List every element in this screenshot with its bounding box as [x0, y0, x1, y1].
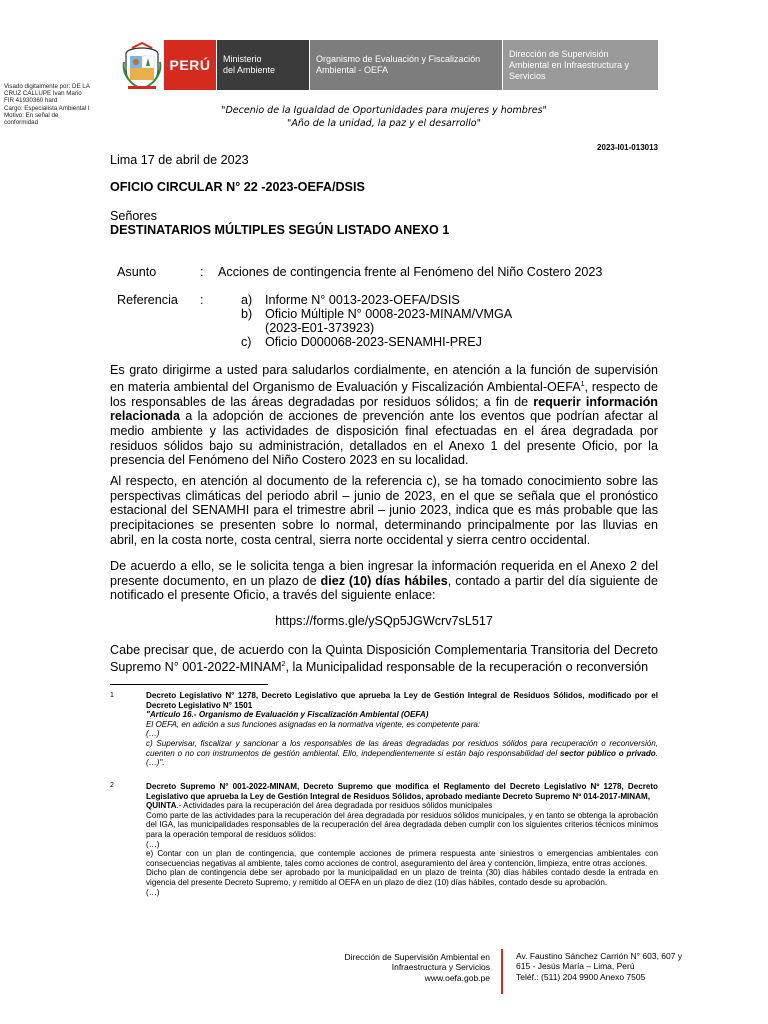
referencia-label: Referencia: [117, 293, 178, 307]
footnote-1-line: El OEFA, en adición a sus funciones asignadas en la normativa vigente, es competente para:: [146, 719, 481, 729]
referencia-separator: :: [200, 293, 204, 307]
direction-line-3: Servicios: [509, 70, 546, 81]
oefa-box: [310, 40, 502, 90]
paragraph-3-text: , contado a partir del día siguiente de notificado el presente Oficio, a través del siguiente enlace:: [110, 573, 658, 603]
oefa-line-1: Organismo de Evaluación y Fiscalización: [316, 54, 481, 64]
footnote-1-line: [146, 739, 658, 768]
signature-line: Cargo: Especialista Ambiental I: [4, 104, 90, 112]
footnote-2-quinta: [146, 801, 658, 811]
document-code: 2023-I01-013013: [597, 143, 658, 152]
referencia-item: Informe N° 0013-2023-OEFA/DSIS: [265, 293, 460, 307]
paragraph-2: Al respecto, en atención al documento de la referencia c), se ha tomado conocimiento sobre las perspectivas climáticas del periodo abril – junio de 2023, en el que se señala que el pronóstico estacional del SENAMHI para el trimestre abril – junio 2023, indica que es más probable que las precipitaciones se presenten sobre lo normal, determinando principalmente por las lluvias en abril, en la costa norte, costa central, sierra norte occidental y sierra centro occidental.: [110, 474, 658, 547]
footnote-2-text: e) Contar con un plan de contingencia, que contemple acciones de primera respuesta ante siniestros o emergencias ambientales con consecuencias negativas al ambiente, tales como acciones de control, aseguramiento del área y contención, limpieza, entre otras acciones.: [146, 849, 658, 868]
ministry-box: [217, 40, 309, 90]
ministry-line-2: del Ambiente: [223, 65, 276, 75]
footnote-2-ellipsis: (…): [146, 887, 160, 897]
footnote-2: [146, 782, 658, 897]
decenio-line-2: "Año de la unidad, la paz y el desarrollo": [287, 118, 481, 129]
footer-divider: [501, 949, 503, 994]
referencia-letter: c): [241, 335, 252, 349]
footnote-2-number: 2: [110, 782, 114, 789]
footnote-2-text: Dicho plan de contingencia debe ser aprobado por la municipalidad en un plazo de treinta (30) días hábiles contado desde la entrada en vigencia del presente Decreto Supremo, y remitido al OEFA en un plazo de diez (10) días hábiles, contado desde su aprobación.: [146, 868, 658, 887]
footnote-1-emphasis: sector público o privado: [560, 748, 656, 758]
footer-left-line: Dirección de Supervisión Ambiental en: [344, 952, 490, 962]
footnote-1-text: c) Supervisar, fiscalizar y sancionar a los responsables de las áreas degradadas por residuos sólidos para recuperación o reconversión, cuenten o no con instrumentos de gestión ambiental. Ello, independientemente si están bajo responsabilidad del: [146, 738, 658, 758]
paragraph-3-emphasis: diez (10) días hábiles: [320, 573, 448, 588]
referencia-letter: b): [241, 307, 253, 321]
paragraph-4: [110, 643, 658, 675]
paragraph-3: [110, 559, 658, 603]
paragraph-1: [110, 363, 658, 468]
oefa-line-2: Ambiental - OEFA: [316, 65, 389, 75]
footnote-1-article: "Artículo 16.- Organismo de Evaluación y Fiscalización Ambiental (OEFA): [146, 710, 429, 720]
footer-left: [290, 952, 490, 983]
salutation: Señores: [110, 209, 157, 223]
document-title: OFICIO CIRCULAR N° 22 -2023-OEFA/DSIS: [110, 180, 365, 194]
asunto-label: Asunto: [117, 265, 157, 279]
document-date: Lima 17 de abril de 2023: [110, 153, 249, 167]
paragraph-4-text: , la Municipalidad responsable de la recuperación o reconversión: [285, 659, 649, 674]
asunto-text: Acciones de contingencia frente al Fenómeno del Niño Costero 2023: [218, 265, 603, 279]
footnote-separator: [110, 684, 268, 685]
peru-coat-of-arms-logo: [122, 40, 162, 90]
footer-website-link[interactable]: www.oefa.gob.pe: [424, 972, 490, 983]
footnote-1-title: Decreto Legislativo N° 1278, Decreto Legislativo que aprueba la Ley de Gestión Integral de Residuos Sólidos, modificado por el Decreto Legislativo N° 1501: [146, 691, 658, 710]
footnote-1-text: . (…)".: [146, 748, 658, 768]
footnote-2-title: Decreto Supremo N° 001-2022-MINAM, Decreto Supremo que modifica el Reglamento del Decreto Legislativo Nº 1278, Decreto Legislativo que aprueba la Ley de Gestión Integral de Residuos Sólidos, aprobado mediante Decreto Supremo Nº 014-2017-MINAM,: [146, 782, 658, 801]
footer-right-line: 615 - Jesús María – Lima, Perú: [516, 961, 635, 972]
asunto-separator: :: [200, 265, 204, 279]
footnote-1-ellipsis: (…): [146, 729, 160, 739]
footer-right-line: Av. Faustino Sánchez Carrión N° 603, 607 y: [516, 951, 683, 961]
paragraph-4-text: Cabe precisar que, de acuerdo con la Quinta Disposición Complementaria Transitoria del Decreto Supremo N° 001-2022-MINAM: [110, 643, 658, 674]
signature-line: conformidad: [4, 119, 39, 127]
form-link[interactable]: https://forms.gle/ySQp5JGWcrv7sL517: [275, 614, 493, 628]
referencia-letter: a): [241, 293, 253, 307]
decenio-line-1: "Decenio de la Igualdad de Oportunidades para mujeres y hombres": [221, 105, 547, 116]
referencia-item: Oficio D000068-2023-SENAMHI-PREJ: [265, 335, 482, 349]
ministry-line-1: Ministerio: [223, 54, 262, 64]
footnote-1: [146, 691, 658, 768]
direction-box: [503, 40, 658, 90]
referencia-item: (2023-E01-373923): [265, 321, 375, 335]
footer-right-line: Teléf.: (511) 204 9900 Anexo 7505: [516, 971, 646, 982]
footnote-ref-1: 1: [580, 380, 585, 388]
footnote-2-quinta-label: QUINTA: [146, 801, 177, 811]
signature-line: CRUZ CALLUPE Ivan Mario: [4, 90, 82, 98]
paragraph-1-text: Es grato dirigirme a usted para saludarlos cordialmente, en atención a la función de supervisión en materia ambiental del Organismo de Evaluación y Fiscalización Ambiental-OEFA: [110, 363, 658, 394]
paragraph-1-emphasis: requerir información relacionada: [110, 394, 658, 424]
referencia-item: Oficio Múltiple N° 0008-2023-MINAM/VMGA: [265, 307, 513, 321]
signature-line: Motivo: En señal de: [4, 111, 59, 119]
peru-brand-label: PERÚ: [164, 40, 216, 90]
paragraph-1-text: a la adopción de acciones de prevención ante los eventos que podrían afectar al medio ambiente y las actividades de disposición final efectuadas en el área degradada por residuos sólidos bajo su administración, detallados en el Anexo 1 del presente Oficio, por la presencia del Fenómeno del Niño Costero 2023 en su localidad.: [110, 409, 658, 468]
footnote-2-quinta-text: .- Actividades para la recuperación del área degradada por residuos sólidos municipales: [176, 801, 493, 811]
footer-right: [516, 951, 716, 982]
footnote-2-ellipsis: (…): [146, 839, 160, 849]
direction-line-1: Dirección de Supervisión: [509, 48, 609, 59]
footnote-2-text: Como parte de las actividades para la recuperación del área degradada por residuos sólidos municipales, y en tanto se obtenga la aprobación del IGA, las municipalidades responsables de la recuperación del área degradada deben cumplir con los siguientes criterios técnicos mínimos para la operación temporal de residuos sólidos:: [146, 810, 658, 839]
signature-line: Visado digitalmente por: DE LA: [4, 83, 90, 90]
addressee: DESTINATARIOS MÚLTIPLES SEGÚN LISTADO ANEXO 1: [110, 223, 450, 237]
signature-line: FIR 41930360 hard: [4, 97, 58, 105]
footnote-ref-2: 2: [281, 660, 286, 668]
direction-line-2: Ambiental en Infraestructura y: [509, 59, 630, 70]
paragraph-3-text: De acuerdo a ello, se le solicita tenga a bien ingresar la información requerida en el Anexo 2 del presente documento, en un plazo de: [110, 559, 658, 588]
footer-left-line: Infraestructura y Servicios: [391, 962, 490, 973]
footnote-1-number: 1: [110, 692, 114, 699]
paragraph-1-text: , respecto de los responsables de las áreas degradadas por residuos sólidos; a fin de: [110, 379, 658, 409]
